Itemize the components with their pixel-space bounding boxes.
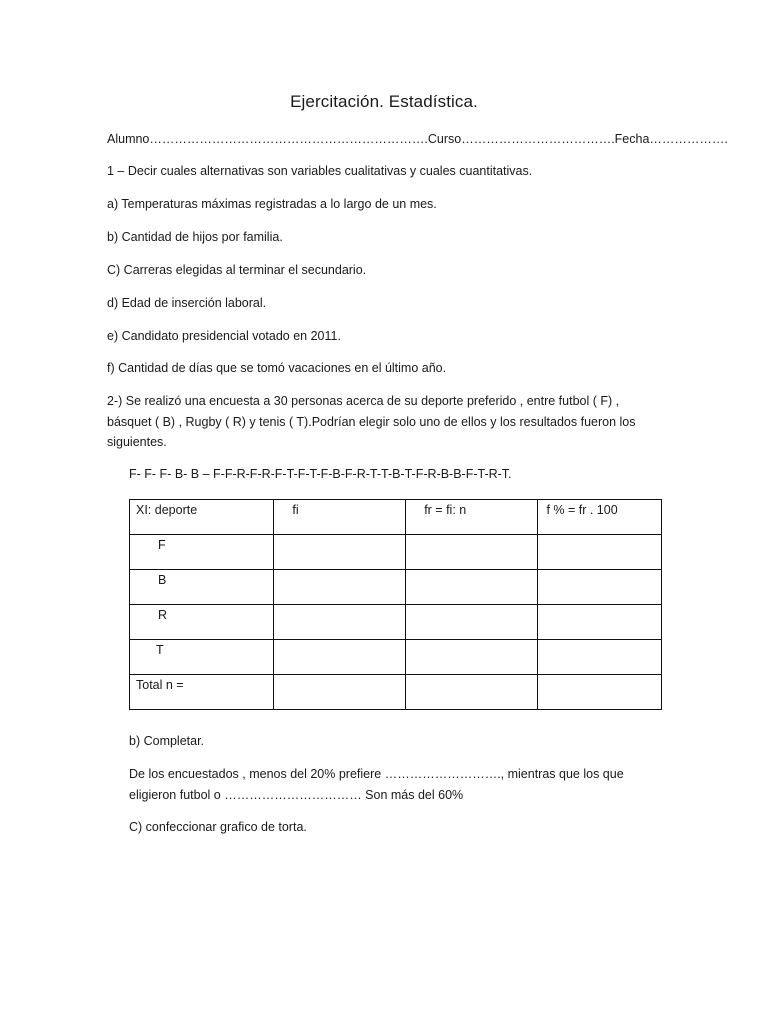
- question-2-prompt: 2-) Se realizó una encuesta a 30 personas acerca de su deporte preferido , entre futbol ( F) , básquet ( B) , Rugby ( R) y tenis ( T).Podrían elegir solo uno de ellos y los resultados fueron los siguientes.: [107, 394, 636, 449]
- header-deporte: XI: deporte: [130, 500, 274, 535]
- table-cell-empty: [406, 605, 538, 640]
- header-fi: fi: [274, 500, 406, 535]
- frequency-table: [129, 499, 662, 710]
- part-c-label: C) confeccionar grafico de torta.: [129, 820, 307, 834]
- q1-item-a: a) Temperaturas máximas registradas a lo largo de un mes.: [107, 197, 437, 211]
- table-cell-empty: [406, 535, 538, 570]
- table-row: [130, 535, 662, 570]
- question-1-prompt: 1 – Decir cuales alternativas son variables cualitativas y cuales cuantitativas.: [107, 164, 533, 178]
- row-label: T: [130, 640, 274, 675]
- q1-item-f: f) Cantidad de días que se tomó vacaciones en el último año.: [107, 361, 447, 375]
- header-fr: fr = fi: n: [406, 500, 538, 535]
- q1-item-b: b) Cantidad de hijos por familia.: [107, 230, 283, 244]
- table-header-row: [130, 500, 662, 535]
- table-cell-empty: [538, 570, 662, 605]
- table-cell-empty: [406, 640, 538, 675]
- table-cell-empty: [538, 605, 662, 640]
- row-label: B: [130, 570, 274, 605]
- row-label: F: [130, 535, 274, 570]
- page-title: Ejercitación. Estadística.: [290, 92, 478, 111]
- table-cell-empty: [406, 675, 538, 710]
- table-cell-empty: [274, 675, 406, 710]
- table-cell-empty: [274, 640, 406, 675]
- table-cell-empty: [274, 605, 406, 640]
- total-label: Total n =: [130, 675, 274, 710]
- part-b-label: b) Completar.: [129, 734, 205, 748]
- table-row: [130, 605, 662, 640]
- student-header-line: Alumno………………………………………………………….Curso……………………………….Fecha……………….: [107, 132, 728, 146]
- survey-sequence: F- F- F- B- B – F-F-R-F-R-F-T-F-T-F-B-F-R-T-T-B-T-F-R-B-B-F-T-R-T.: [129, 467, 512, 481]
- table-row: [130, 640, 662, 675]
- table-cell-empty: [406, 570, 538, 605]
- table-cell-empty: [538, 640, 662, 675]
- table-cell-empty: [538, 535, 662, 570]
- table-total-row: [130, 675, 662, 710]
- table-cell-empty: [274, 535, 406, 570]
- part-b-text: De los encuestados , menos del 20% prefiere ………………………., mientras que los que eligieron futbol o …………………………… Son más del 60%: [129, 767, 624, 802]
- q1-item-c: C) Carreras elegidas al terminar el secundario.: [107, 263, 367, 277]
- q1-item-e: e) Candidato presidencial votado en 2011.: [107, 329, 341, 343]
- header-percent: f % = fr . 100: [538, 500, 662, 535]
- table-cell-empty: [274, 570, 406, 605]
- q1-item-d: d) Edad de inserción laboral.: [107, 296, 267, 310]
- table-row: [130, 570, 662, 605]
- row-label: R: [130, 605, 274, 640]
- table-cell-empty: [538, 675, 662, 710]
